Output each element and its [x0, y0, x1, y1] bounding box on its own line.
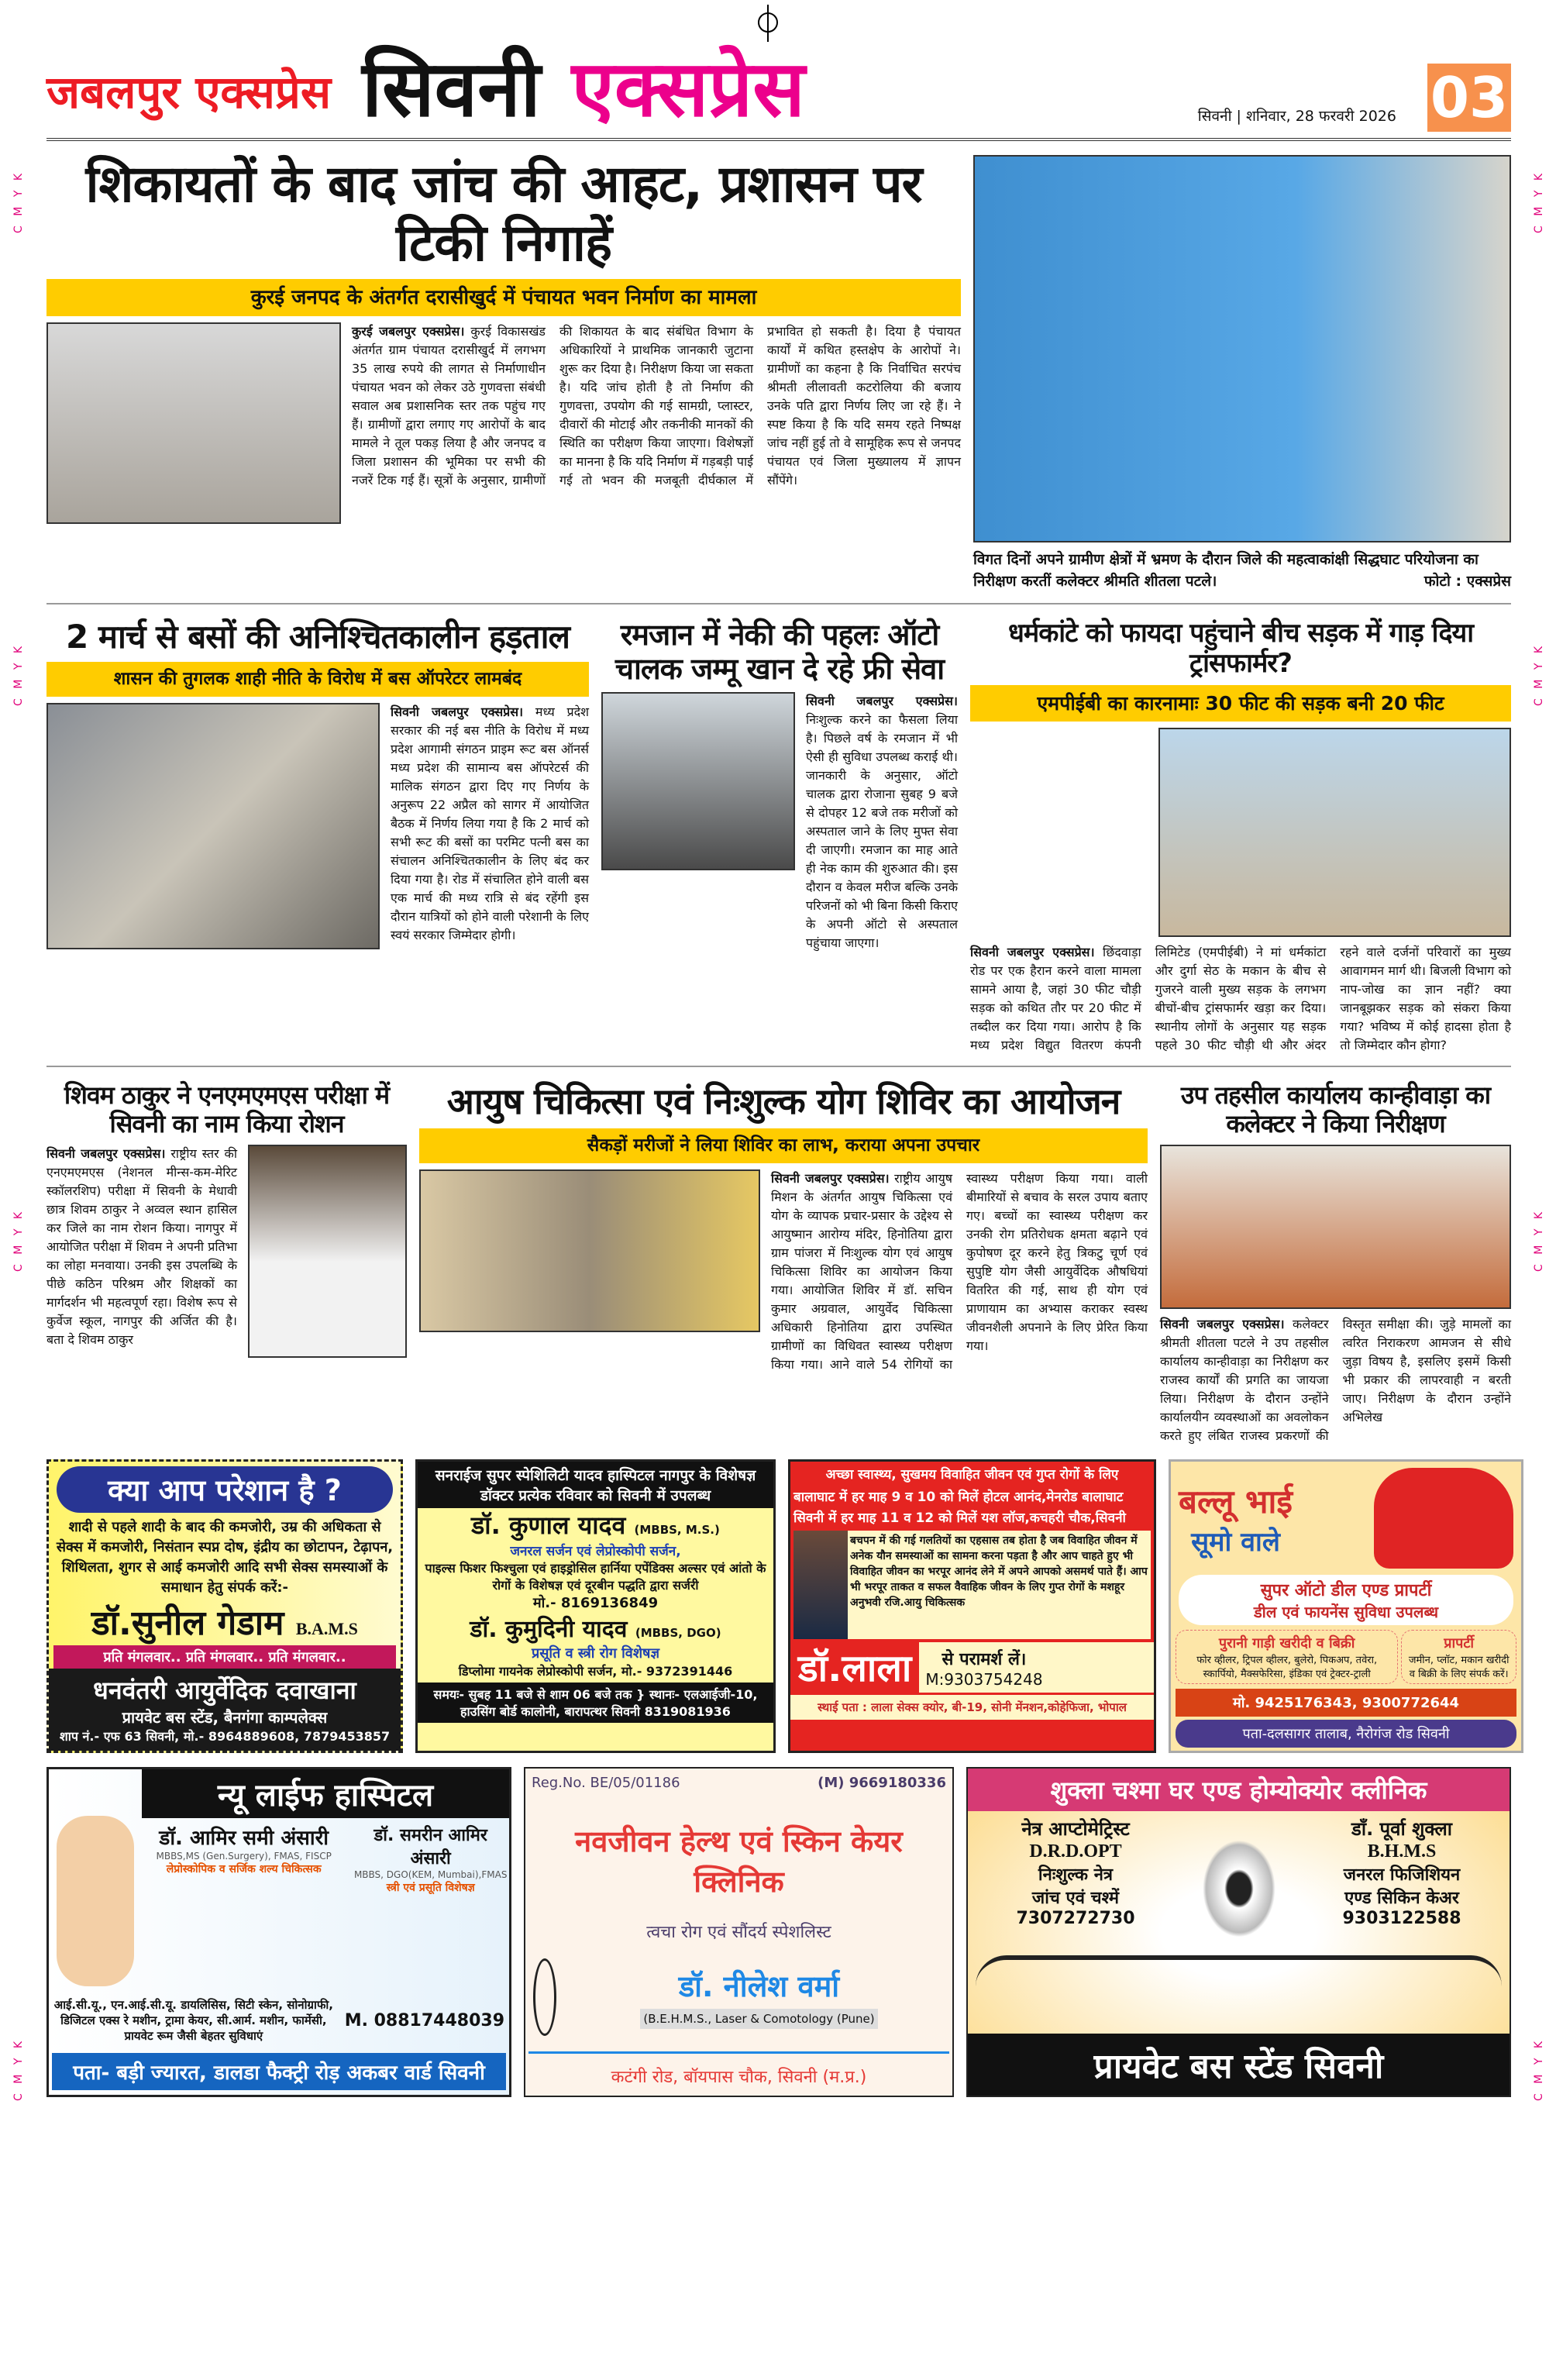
ad-phone: (M) 9669180336 [818, 1775, 946, 1792]
tehsil-headline: उप तहसील कार्यालय कान्हीवाड़ा का कलेक्टर ने किया निरीक्षण [1180, 1080, 1491, 1139]
auto-driver-photo [601, 692, 795, 870]
ad-tagline: सूमो वाले [1191, 1526, 1280, 1558]
ad-doctor: डॉ.लाला [790, 1642, 919, 1693]
dateline: सिवनी जबलपुर एक्सप्रेस। [1160, 1317, 1285, 1332]
ad-doctor: डॉ. समरीन आमिर अंसारी [374, 1826, 487, 1869]
cmyk-mark: C M Y K [12, 643, 25, 706]
masthead [46, 43, 1511, 141]
dateline: सिवनी जबलपुर एक्सप्रेस। [970, 945, 1095, 960]
ad-text: नेत्र आप्टोमेट्रिस्ट [1021, 1818, 1130, 1841]
ad-header: क्या आप परेशान है ? [57, 1466, 393, 1513]
ad-name: न्यू लाईफ हास्पिटल [142, 1769, 509, 1818]
ramzan-headline: रमजान में नेकी की पहलः ऑटो चालक जम्मू खान दे रहे फ्री सेवा [614, 618, 945, 686]
transformer-subhead: एमपीईबी का कारनामाः 30 फीट की सड़क बनी 20 फीट [970, 685, 1511, 722]
ayush-headline: आयुष चिकित्सा एवं निःशुल्क योग शिविर का आयोजन [446, 1080, 1121, 1123]
transformer-headline: धर्मकांटे को फायदा पहुंचाने बीच सड़क में गाड़ दिया ट्रांसफार्मर? [1007, 618, 1474, 680]
ad-phone: M. 08817448039 [344, 2010, 504, 2030]
ad-text: जांच एवं चश्में [1031, 1889, 1120, 1909]
dateline: सिवनी जबलपुर एक्सप्रेस। [806, 694, 958, 709]
lead-subhead: कुरई जनपद के अंतर्गत दरासीखुर्द में पंचायत भवन निर्माण का मामला [46, 279, 961, 317]
shivam-headline: शिवम ठाकुर ने एनएमएमएस परीक्षा में सिवनी का नाम किया रोशन [64, 1080, 390, 1139]
ad-address: प्रायवेट बस स्टेंड, बैनगंगा काम्पलेक्स [122, 1708, 328, 1727]
ad-degree: MBBS,MS (Gen.Surgery), FMAS, FISCP [156, 1851, 332, 1862]
ad-doctor: डॉ. आमिर समी अंसारी [159, 1827, 329, 1851]
ad-phone: 9303122588 [1342, 1909, 1461, 1929]
cmyk-mark: C M Y K [1533, 170, 1545, 233]
ad-doctor: डॉ. कुणाल यादव [471, 1510, 626, 1541]
ad-dr-sunil-gedam [46, 1459, 403, 1753]
ayush-subhead: सैकड़ों मरीजों ने लिया शिविर का लाभ, कराया अपना उपचार [419, 1128, 1148, 1163]
ad-text: एण्ड सिकिन केअर [1344, 1889, 1459, 1909]
issue-date: सिवनी | शनिवार, 28 फरवरी 2026 [1197, 108, 1396, 125]
ad-shukla-chashma-ghar [966, 1767, 1511, 2097]
cmyk-mark: C M Y K [12, 1209, 25, 1272]
ad-text: जनरल फिजिशियन [1343, 1865, 1461, 1886]
ad-address: कटंगी रोड, बॉयपास चौक, सिवनी (म.प्र.) [528, 2051, 949, 2096]
ayush-body [771, 1169, 1148, 1374]
collector-office-photo [1160, 1145, 1511, 1309]
cmyk-mark: C M Y K [1533, 1209, 1545, 1272]
ad-specialty: स्त्री एवं प्रसूति विशेषज्ञ [386, 1882, 475, 1895]
article-text: छिंदवाड़ा रोड पर एक हैरान करने वाला मामला सामने आया है, जहां 30 फीट चौड़ी सड़क को कथित तौर पर 20 फीट में तब्दील कर दिया गया। आरोप है कि मध्य प्रदेश विद्युत वितरण कंपनी लिमिटेड (एमपीईबी) ने मां धर्मकांटा और दुर्गा सेठ के मकान के बीच से गुजरने वाली मुख्य सड़क के लगभग बीचों-बीच ट्रांसफार्मर खड़ा कर दिया। स्थानीय लोगों के अनुसार यह सड़क पहले 30 फीट चौड़ी थी और अंदर रहने वाले दर्जनों परिवारों का मुख्य आवागमन मार्ग थी। बिजली विभाग को नाप-जोख का ज्ञान नहीं? क्या जानबूझकर सड़क को संकरा किया गया? भविष्य में कोई हादसा होता है तो जिम्मेदार कौन होगा? [970, 945, 1511, 1053]
ad-name: बल्लू भाई [1179, 1482, 1293, 1521]
ad-footer: समयः- सुबह 11 बजे से शाम 06 बजे तक } स्थानः- एलआईजी-10, हाउसिंग बोर्ड कालोनी, बारापत्थर सिवनी 8319081936 [418, 1683, 773, 1723]
stethoscope-image [57, 1816, 134, 1986]
ad-title: सुपर ऑटो डील एण्ड प्रापर्टी [1260, 1581, 1432, 1601]
dateline: सिवनी जबलपुर एक्सप्रेस। [391, 704, 524, 720]
ad-degree: (B.E.H.M.S., Laser & Comotology (Pune) [640, 2009, 877, 2029]
ad-header: सनराईज सुपर स्पेशिलिटी यादव हास्पिटल नागपुर के विशेषज्ञ डॉक्टर प्रत्येक रविवार को सिवनी में उपलब्ध [418, 1462, 773, 1508]
ad-box-text: फोर व्हीलर, ट्रिपल व्हीलर, बुलेरो, पिकअप, तवेरा, स्कार्पियो, मैक्सफेरिसा, इंडिका एवं ट्रेक्टर-ट्राली [1196, 1655, 1378, 1681]
ad-yadav-hospital [415, 1459, 776, 1753]
ad-reg-number: Reg.No. BE/05/01186 [532, 1775, 680, 1792]
cmyk-mark: C M Y K [1533, 643, 1545, 706]
jabalpur-express-logo: जबलपुर एक्सप्रेस [46, 66, 332, 119]
ad-specialty: जनरल सर्जन एवं लेप्रोस्कोपी सर्जन, [510, 1544, 681, 1560]
masthead-title-express: एक्सप्रेस [571, 43, 805, 134]
ad-degree: B.A.M.S [295, 1619, 358, 1639]
bus-body [391, 703, 589, 945]
ad-text: बचपन में की गई गलतियों का एहसास तब होता है जब विवाहित जीवन में अनेक यौन समस्याओं का सामना करना पड़ता है और आप चाहते हुए भी विवाहित जीवन का भरपूर आनंद लेने में अपने आपको असमर्थ पाते हैं। आप भी भरपूर ताकत व सफल वैवाहिक जीवन के लिए गुप्त रोगों के मशहूर अनुभवी रजि.आयु चिकित्सक [850, 1534, 1148, 1610]
article-text: राष्ट्रीय आयुष मिशन के अंतर्गत आयुष चिकित्सा एवं योग के व्यापक प्रचार-प्रसार के उद्देश्य से आयुष्मान आरोग्य मंदिर, हिनोतिया द्वारा ग्राम पांजरा में निःशुल्क योग एवं आयुष चिकित्सा शिविर का आयोजन किया गया। आयोजित शिविर में डॉ. सचिन कुमार अग्रवाल, आयुर्वेद चिकित्सा अधिकारी हिनोतिया द्वारा उपस्थित ग्रामीणों का विधिवत स्वास्थ्य परीक्षण किया गया। आने वाले 54 रोगियों का स्वास्थ्य परीक्षण किया गया। वाली बीमारियों से बचाव के सरल उपाय बताए गए। बच्चों का स्वास्थ्य परीक्षण कर उनकी रोग प्रतिरोधक क्षमता बढ़ाने एवं कुपोषण दूर करने हेतु त्रिकटु चूर्ण एवं सुपुष्टि योग जैसी आयुर्वेदिक औषधियां वितरित की गई, साथ ही योग एवं प्राणायाम का अभ्यास कराकर स्वस्थ जीवनशैली अपनाने के लिए प्रेरित किया गया। [771, 1171, 1148, 1373]
article-text: कुरई विकासखंड अंतर्गत ग्राम पंचायत दरासीखुर्द में लगभग 35 लाख रुपये की लागत से निर्माणाधीन पंचायत भवन को लेकर उठे गुणवत्ता संबंधी सवाल अब प्रशासनिक स्तर तक पहुंच गए हैं। ग्रामीणों द्वारा लगाए गए आरोपों के बाद मामले ने तूल पकड़ लिया है और जनपद व जिला प्रशासन की भूमिका पर सभी की नजरें टिक गई हैं। सूत्रों के अनुसार, ग्रामीणों की शिकायत के बाद संबंधित विभाग के अधिकारियों ने प्राथमिक जानकारी जुटाना शुरू कर दिया है। निरीक्षण किया जा सकता है। यदि जांच होती है तो निर्माण की गुणवत्ता, उपयोग की गई सामग्री, प्लास्टर, दीवारों की मोटाई और तकनीकी मानकों की स्थिति का परीक्षण किया जाएगा। विशेषज्ञों का मानना है कि यदि निर्माण में गड़बड़ी पाई गई तो भवन की मजबूती दीर्घकाल में प्रभावित हो सकती है। दिया है पंचायत कार्यों में कथित हस्तक्षेप के आरोपों ने। ग्रामीणों का कहना है कि निर्वाचित सरपंच श्रीमती लीलावती कटरोलिया की बजाय उनके पति द्वारा निर्णय लिए जा रहे हैं। ने स्पष्ट किया है कि यदि समय रहते निष्पक्ष जांच नहीं हुई तो वे सामूहिक रूप से जनपद पंचायत एवं जिला मुख्यालय में ज्ञापन सौंपेंगे। [352, 324, 961, 488]
red-car-image [1374, 1468, 1513, 1569]
caption-text: विगत दिनों अपने ग्रामीण क्षेत्रों में भ्रमण के दौरान जिले की महत्वाकांक्षी सिद्धघाट परियोजना का निरीक्षण करतीं कलेक्टर श्रीमति शीतला पटले। [973, 551, 1479, 590]
ad-phone: 7307272730 [1016, 1909, 1135, 1929]
lead-photo-collector-inspection [973, 155, 1511, 542]
shivam-thakur-photo [248, 1145, 407, 1358]
ad-name: नवजीवन हेल्थ एवं स्किन केयर क्लिनिक [575, 1824, 903, 1900]
dateline: कुरई जबलपुर एक्सप्रेस। [352, 324, 465, 339]
ad-degree: MBBS, DGO(KEM, Mumbai),FMAS [353, 1869, 508, 1881]
ad-consult: से परामर्श लें। [942, 1649, 1027, 1669]
ad-phone: मो.- 8169136849 [532, 1595, 659, 1612]
lead-inline-photo [46, 322, 341, 524]
dateline: सिवनी जबलपुर एक्सप्रेस। [771, 1171, 890, 1187]
shivam-body [46, 1145, 237, 1349]
ad-header: अच्छा स्वास्थ्य, सुखमय विवाहित जीवन एवं गुप्त रोगों के लिए [825, 1467, 1119, 1483]
ad-text: निःशुल्क नेत्र [1038, 1865, 1114, 1886]
spectacles-image [976, 1955, 1502, 2002]
ad-services: आई.सी.यू., एन.आई.सी.यू. डायलिसिस, सिटी स्केन, सोनोग्राफी, डिजिटल एक्स रे मशीन, ट्रामा केयर, सी.आर्म. मशीन, फार्मेसी, प्रायवेट रूम जैसी बेहतर सुविधाएं [53, 1998, 333, 2044]
ad-new-life-hospital [46, 1767, 511, 2097]
photo-credit: फोटो : एक्सप्रेस [1423, 573, 1511, 590]
caduceus-logo-icon [533, 1958, 556, 2036]
transformer-road-photo [1158, 728, 1511, 937]
transformer-body [970, 943, 1511, 1055]
bus-meeting-photo [46, 703, 380, 949]
ad-city: सिवनी में [793, 1510, 837, 1527]
ad-specialty: डिप्लोमा गायनेक लेप्रोस्कोपी सर्जन, मो.- 9372391446 [458, 1664, 733, 1679]
ad-phone: M:9303754248 [925, 1669, 1043, 1689]
ayush-camp-photo [419, 1169, 760, 1332]
ad-box-title: प्रापर्टी [1444, 1635, 1475, 1652]
ad-strip: प्रति मंगलवार.. प्रति मंगलवार.. प्रति मंगलवार.. [53, 1645, 396, 1669]
ad-name: शुक्ला चश्मा घर एण्ड होम्योक्योर क्लीनिक [968, 1769, 1510, 1811]
ad-degree: B.H.M.S [1367, 1841, 1437, 1862]
article-text: निःशुल्क करने का फैसला लिया है। पिछले वर्ष के रमजान में भी ऐसी ही सुविधा उपलब्ध कराई थी। जानकारी के अनुसार, ऑटो चालक द्वारा रोजाना सुबह 9 बजे से दोपहर 12 बजे तक मरीजों को अस्पताल जाने के लिए मुफ्त सेवा दी जाएगी। रमजान का माह आते ही नेक काम की शुरुआत की। इस दौरान व केवल मरीज बल्कि उनके परिजनों को भी बिना किसी किराए के अपनी ऑटो से अस्पताल पहुंचाया जाएगा। [806, 712, 958, 951]
ad-clinic: धनवंतरी आयुर्वेदिक दवाखाना [93, 1676, 356, 1706]
ramzan-body [806, 692, 958, 952]
ad-specialty: लेप्रोस्कोपिक व सर्जिक शल्य चिकित्सक [166, 1863, 322, 1876]
ad-box-text: जमीन, प्लॉट, मकान खरीदी व बिक्री के लिए संपर्क करें। [1408, 1655, 1510, 1681]
ad-text: शादी से पहले शादी के बाद की कमजोरी, उम्र की अधिकता से सेक्स में कमजोरी, निसंतान स्पप्न दोष, इंद्रीय का छोटापन, टेढ़ापन, शिथिलता, शुगर से आई कमजोरी आदि सभी सेक्स समस्याओं के समाधान हेतु संपर्क करें:- [56, 1519, 394, 1596]
ad-doctor: डॉं. पूर्वा शुक्ला [1351, 1818, 1452, 1841]
ad-doctor: डॉ. कुमुदिनी यादव [470, 1616, 628, 1644]
ad-footer: प्रायवेट बस स्टेंड सिवनी [968, 2034, 1510, 2096]
page-number: 03 [1427, 64, 1511, 132]
ad-specialty: त्वचा रोग एवं सौंदर्य स्पेशलिस्ट [646, 1923, 831, 1943]
ad-title: डील एवं फायनेंस सुविधा उपलब्ध [1253, 1603, 1439, 1622]
article-text: कलेक्टर श्रीमती शीतला पटले ने उप तहसील कार्यालय कान्हीवाड़ा का निरीक्षण कर राजस्व कार्यों की प्रगति का जायजा लिया। निरीक्षण के दौरान उन्होंने कार्यालयीन व्यवस्थाओं का अवलोकन करते हुए लंबित राजस्व प्रकरणों की विस्तृत समीक्षा की। जुड़े मामलों का त्वरित निराकरण आमजन से सीधे जुड़ा विषय है, इसलिए इसमें किसी भी प्रकार की लापरवाही न बरती जाए। निरीक्षण के दौरान उन्होंने अभिलेख [1160, 1317, 1511, 1444]
cmyk-mark: C M Y K [12, 170, 25, 233]
bus-subhead: शासन की तुगलक शाही नीति के विरोध में बस ऑपरेटर लामबंद [46, 662, 589, 697]
doctor-portrait [793, 1531, 848, 1639]
tehsil-body [1160, 1315, 1511, 1445]
ad-specialty: प्रसूति व स्त्री रोग विशेषज्ञ [531, 1645, 659, 1662]
lead-photo-caption [973, 549, 1511, 592]
bus-headline: 2 मार्च से बसों की अनिश्चितकालीन हड़ताल [66, 618, 570, 656]
cmyk-mark: C M Y K [12, 2038, 25, 2101]
masthead-title-sivani: सिवनी [362, 43, 541, 134]
ad-doctor: डॉ. नीलेश वर्मा [678, 1969, 840, 2004]
ad-address: स्थाई पता : लाला सेक्स क्योर, बी-19, सोनी मेंनशन,कोहेफिजा, भोपाल [790, 1695, 1154, 1720]
lead-body [352, 322, 961, 490]
ad-specialty: पाइल्स फिशर फिश्चुला एवं हाइड्रोसिल हार्निया एपेंडिक्स अल्सर एवं आंतो के रोगों के विशेषज्ञ एवं दूरबीन पद्धति द्वारा सर्जरी [425, 1561, 766, 1593]
ad-phone: मो. 9425176343, 9300772644 [1176, 1689, 1516, 1717]
ad-schedule: हर माह 11 व 12 को मिलें यश लॉज,कचहरी चौक,सिवनी [841, 1510, 1126, 1527]
eye-image [1193, 1827, 1286, 1951]
ad-ballu-bhai [1169, 1459, 1523, 1753]
ad-box-title: पुरानी गाड़ी खरीदी व बिक्री [1218, 1635, 1355, 1652]
ad-address: पता- बड़ी ज्यारत, डालडा फैक्ट्री रोड़ अकबर वार्ड सिवनी [52, 2053, 506, 2090]
ad-dr-lala [788, 1459, 1156, 1753]
ad-address: पता-दलसागर तालाब, नैरोगंज रोड सिवनी [1176, 1720, 1516, 1748]
ad-degree: (MBBS, M.S.) [634, 1523, 720, 1538]
ad-doctor: डॉ.सुनील गेडाम [91, 1603, 284, 1644]
ad-text: D.R.D.OPT [1029, 1841, 1122, 1862]
article-text: राष्ट्रीय स्तर की एनएमएमएस (नेशनल मीन्स-कम-मेरिट स्कॉलरशिप) परीक्षा में सिवनी के मेधावी छात्र शिवम ठाकुर ने अव्वल स्थान हासिल कर जिले का नाम रोशन किया। नागपुर में आयोजित परीक्षा में शिवम ने अपनी प्रतिभा का लोहा मनवाया। उनकी इस उपलब्धि के पीछे कठिन परिश्रम और शिक्षकों का मार्गदर्शन भी महत्वपूर्ण रहा। विशेष रूप से कुर्वेज स्कूल, नागपुर की अर्जित की है। बता दे शिवम ठाकुर [46, 1146, 237, 1348]
lead-headline: शिकायतों के बाद जांच की आहट, प्रशासन पर टिकी निगाहें [85, 154, 922, 273]
cmyk-mark: C M Y K [1533, 2038, 1545, 2101]
ad-schedule: हर माह 9 व 10 को मिलें होटल आनंद,मेनरोड बालाघाट [852, 1490, 1124, 1506]
ad-city: बालाघाट में [793, 1490, 848, 1506]
ad-contact: शाप नं.- एफ 63 सिवनी, मो.- 8964889608, 7879453857 [59, 1729, 391, 1745]
article-text: मध्य प्रदेश सरकार की नई बस नीति के विरोध में मध्य प्रदेश आगामी संगठन प्राइम रूट बस ऑनर्स मध्य प्रदेश की सामान्य बस ऑपरेटर्स की मालिक संगठन द्वारा दिए गए निर्णय के अनुरूप 22 अप्रैल को सागर में आयोजित बैठक में निर्णय लिया गया है कि 2 मार्च को सभी रूट की बसों का परमिट पत्नी बस का संचालन अनिश्चितकालीन के लिए बंद कर दिया गया है। रोड में संचालित होने वाली बस एक मार्च की मध्य रात्रि से बंद रहेंगी इस दौरान यात्रियों को होने वाली परेशानी के लिए स्वयं सरकार जिम्मेदार होगी। [391, 704, 589, 943]
ad-navjeevan-clinic [524, 1767, 954, 2097]
dateline: सिवनी जबलपुर एक्सप्रेस। [46, 1146, 166, 1162]
ad-degree: (MBBS, DGO) [635, 1626, 721, 1641]
